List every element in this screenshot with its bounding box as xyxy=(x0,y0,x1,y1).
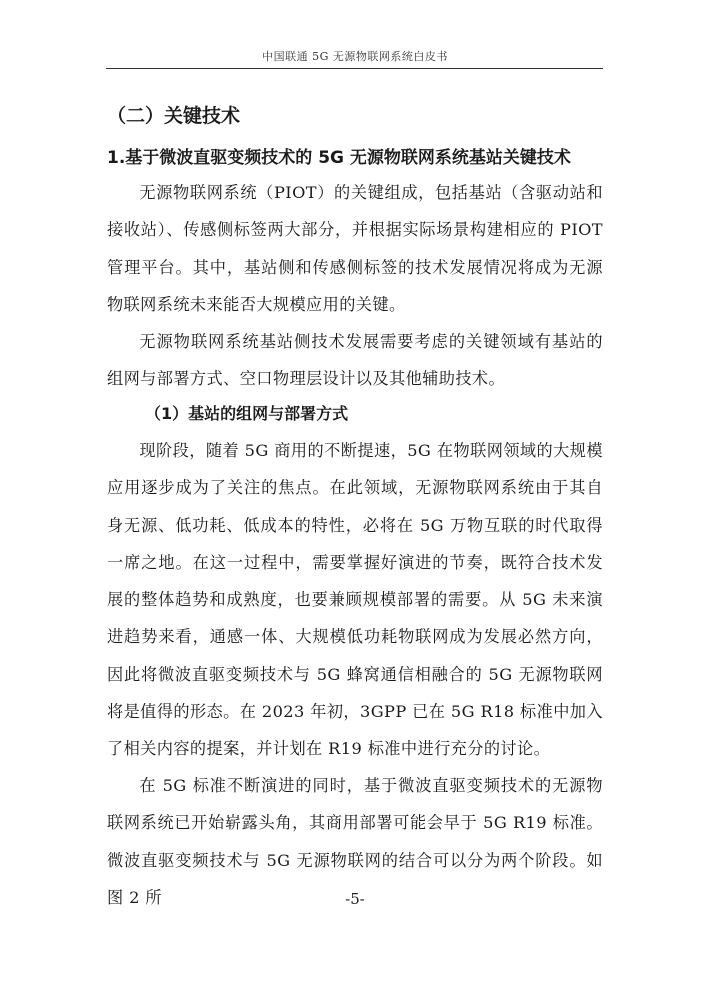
paragraph: 在 5G 标准不断演进的同时，基于微波直驱变频技术的无源物联网系统已开始崭露头角，其商用部署可能会早于 5G R19 标准。微波直驱变频技术与 5G 无源物联网的结合可以分为两个阶段。如图 2 所 xyxy=(107,776,603,907)
section-heading: （二）关键技术 xyxy=(107,105,241,127)
subsection-heading: 1.基于微波直驱变频技术的 5G 无源物联网系统基站关键技术 xyxy=(107,148,571,168)
paragraph: 无源物联网系统（PIOT）的关键组成，包括基站（含驱动站和接收站）、传感侧标签两大部分，并根据实际场景构建相应的 PIOT 管理平台。其中，基站侧和传感侧标签的技术发展情况将成为无源物联网系统未来能否大规模应用的关键。 xyxy=(107,183,603,314)
page-number: -5- xyxy=(345,890,365,908)
paragraph: 现阶段，随着 5G 商用的不断提速，5G 在物联网领域的大规模应用逐步成为了关注的焦点。在此领域，无源物联网系统由于其自身无源、低功耗、低成本的特性，必将在 5G 万物互联的时代取得一席之地。在这一过程中，需要掌握好演进的节奏，既符合技术发展的整体趋势和成熟度，也要兼顾规模部署的需要。从 5G 未来演进趋势来看，通感一体、大规模低功耗物联网成为发展必然方向，因此将微波直驱变频技术与 5G 蜂窝通信相融合的 5G 无源物联网将是值得的形态。在 2023 年初，3GPP 已在 5G R18 标准中加入了相关内容的提案，并计划在 R19 标准中进行充分的讨论。 xyxy=(107,441,603,759)
running-header: 中国联通 5G 无源物联网系统白皮书 xyxy=(262,50,448,63)
paragraph: 无源物联网系统基站侧技术发展需要考虑的关键领域有基站的组网与部署方式、空口物理层设计以及其他辅助技术。 xyxy=(107,332,603,389)
sub-subsection-heading: （1）基站的组网与部署方式 xyxy=(145,404,349,423)
header-divider xyxy=(106,68,603,69)
